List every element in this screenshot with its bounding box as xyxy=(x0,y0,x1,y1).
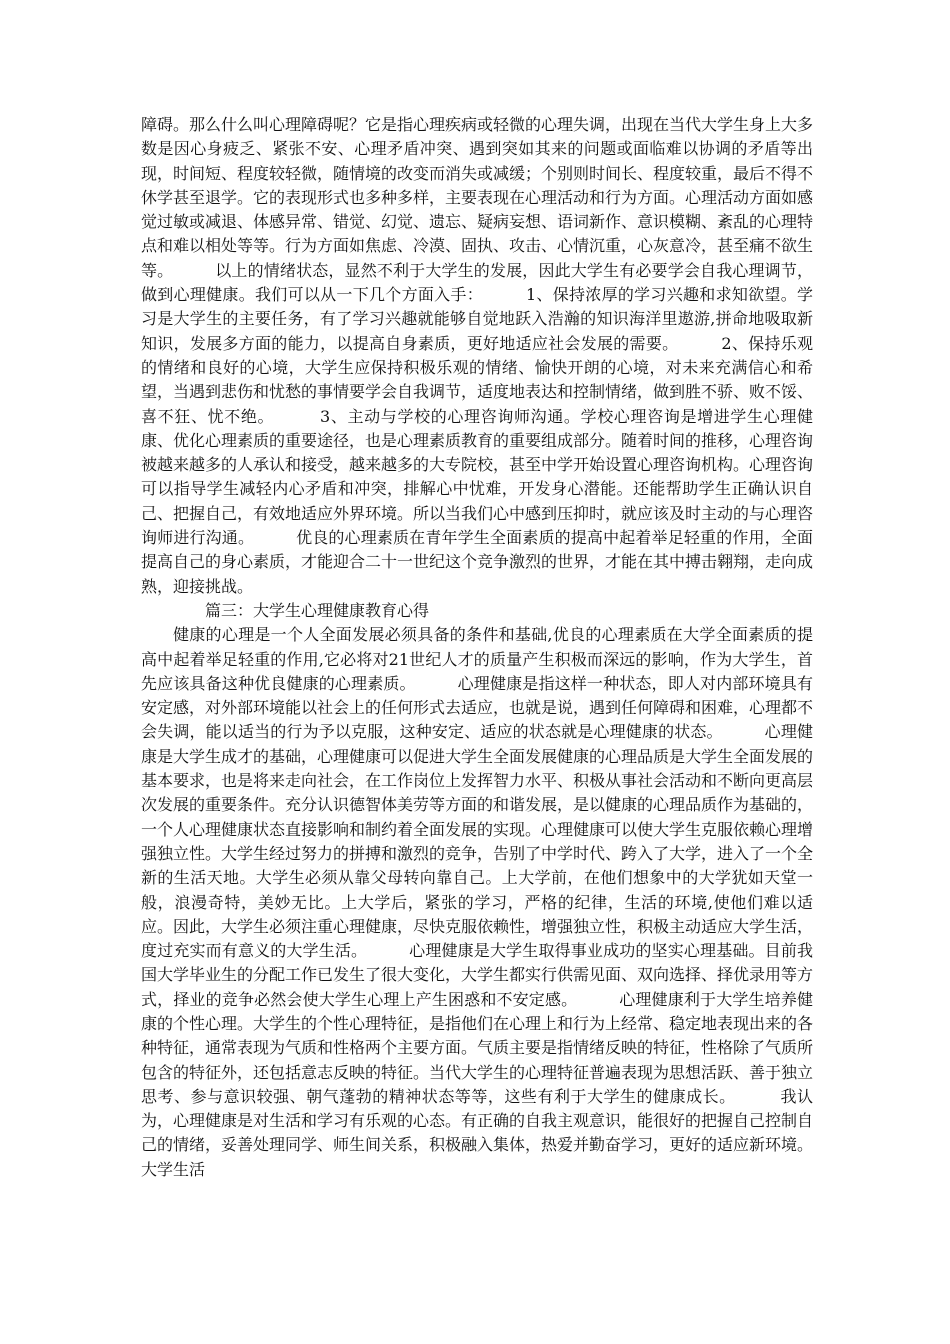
body-paragraph-2: 健康的心理是一个人全面发展必须具备的条件和基础,优良的心理素质在大学全面素质的提高中起着举足轻重的作用,它必将对21世纪人才的质量产生积极而深远的影响，作为大学生，首先应该具备这种优良健康的心理素质。 心理健康是指这样一种状态，即人对内部环境具有安定感，对外部环境能以社会上的任何形式去适应，也就是说，遇到任何障碍和困难，心理都不会失调，能以适当的行为予以克服，这种安定、适应的状态就是心理健康的状态。 心理健康是大学生成才的基础，心理健康可以促进大学生全面发展健康的心理品质是大学生全面发展的基本要求，也是将来走向社会，在工作岗位上发挥智力水平、积极从事社会活动和不断向更高层次发展的重要条件。充分认识德智体美劳等方面的和谐发展，是以健康的心理品质作为基础的，一个人心理健康状态直接影响和制约着全面发展的实现。心理健康可以使大学生克服依赖心理增强独立性。大学生经过努力的拼搏和激烈的竞争，告别了中学时代、跨入了大学，进入了一个全新的生活天地。大学生必须从靠父母转向靠自己。上大学前，在他们想象中的大学犹如天堂一般，浪漫奇特，美妙无比。上大学后，紧张的学习，严格的纪律，生活的环境,使他们难以适应。因此，大学生必须注重心理健康，尽快克服依赖性，增强独立性，积极主动适应大学生活，度过充实而有意义的大学生活。 心理健康是大学生取得事业成功的坚实心理基础。目前我国大学毕业生的分配工作已发生了很大变化，大学生都实行供需见面、双向选择、择优录用等方式，择业的竞争必然会使大学生心理上产生困惑和不安定感。 心理健康利于大学生培养健康的个性心理。大学生的个性心理特征，是指他们在心理上和行为上经常、稳定地表现出来的各种特征，通常表现为气质和性格两个主要方面。气质主要是指情绪反映的特征，性格除了气质所包含的特征外，还包括意志反映的特征。当代大学生的心理特征普遍表现为思想活跃、善于独立思考、参与意识较强、朝气蓬勃的精神状态等等，这些有利于大学生的健康成长。 我认为，心理健康是对生活和学习有乐观的心态。有正确的自我主观意识，能很好的把握自己控制自己的情绪，妥善处理同学、师生间关系，积极融入集体，热爱并勤奋学习，更好的适应新环境。 大学生活 xyxy=(141,625,854,1179)
section-heading: 篇三：大学生心理健康教育心得 xyxy=(205,600,430,620)
body-paragraph-1: 障碍。那么什么叫心理障碍呢？它是指心理疾病或轻微的心理失调，出现在当代大学生身上大多数是因心身疲乏、紧张不安、心理矛盾冲突、遇到突如其来的问题或面临难以协调的矛盾等出现，时间短、程度较轻微，随情境的改变而消失或减缓；个别则时间长、程度较重，最后不得不休学甚至退学。它的表现形式也多种多样，主要表现在心理活动和行为方面。心理活动方面如感觉过敏或减退、体感异常、错觉、幻觉、遗忘、疑病妄想、语词新作、意识模糊、紊乱的心理特点和难以相处等等。行为方面如焦虑、冷漠、固执、攻击、心情沉重，心灰意冷，甚至痛不欲生等。 以上的情绪状态，显然不利于大学生的发展，因此大学生有必要学会自我心理调节，做到心理健康。我们可以从一下几个方面入手： 1、保持浓厚的学习兴趣和求知欲望。学习是大学生的主要任务，有了学习兴趣就能够自觉地跃入浩瀚的知识海洋里遨游,拼命地吸取新知识，发展多方面的能力，以提高自身素质，更好地适应社会发展的需要。 2、保持乐观的情绪和良好的心境，大学生应保持积极乐观的情绪、愉快开朗的心境，对未来充满信心和希望，当遇到悲伤和忧愁的事情要学会自我调节，适度地表达和控制情绪，做到胜不骄、败不馁、喜不狂、忧不绝。 3、主动与学校的心理咨询师沟通。学校心理咨询是增进学生心理健康、优化心理素质的重要途径，也是心理素质教育的重要组成部分。随着时间的推移，心理咨询被越来越多的人承认和接受，越来越多的大专院校，甚至中学开始设置心理咨询机构。心理咨询可以指导学生减轻内心矛盾和冲突，排解心中忧难，开发身心潜能。还能帮助学生正确认识自己、把握自己，有效地适应外界环境。所以当我们心中感到压抑时，就应该及时主动的与心理咨询师进行沟通。 优良的心理素质在青年学生全面素质的提高中起着举足轻重的作用，全面提高自己的身心素质，才能迎合二十一世纪这个竞争激烈的世界，才能在其中搏击翱翔，走向成熟，迎接挑战。 xyxy=(141,115,814,596)
document-page xyxy=(141,113,854,1182)
